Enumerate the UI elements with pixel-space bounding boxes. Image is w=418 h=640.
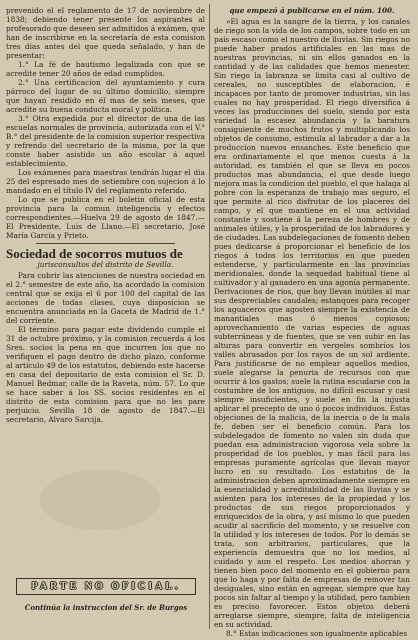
- section-rule: [36, 243, 175, 244]
- paragraph: 8.° Estas indicaciones son igualmente aplicables: [226, 629, 408, 638]
- paragraph: 3.° Otra expedida por el director de una de las escuelas normales de provincia, autorizada con el V.° B.° del presidente de la comision superior respectiva y refrendo del secretario de la misma, por la que conste haber asistido un año escolar á aquel establecimiento.: [6, 114, 205, 168]
- section-subheading: jurisconsultos del distrito de Sevilla.: [37, 260, 174, 269]
- paragraph: Lo que se publica en el boletin oficial de esta provincia para la comun inteligencia y efectos correspondientes.—Huelva 29 de agosto de 1847.—El Presidente, Luis de Llano.—El secretario, José María García y Prieto.: [6, 195, 205, 240]
- left-column: [6, 6, 205, 573]
- paragraph: prevenido el el reglamento de 17 de noviembre de 1838; debiendo tener presente los aspirantes al profesorado que deseen ser admitidos á exámen, que han de inscribirse en la secretaría de esta comision tres dias antes del que queda señalado, y han de presentar:: [6, 6, 205, 60]
- paragraph: Para cubrir las atenciones de nuestra sociedad en el 2.° semestre de este año, ha acordado la comision central que se exija el 6 por 100 del capital de las acciones de todas clases, cuya disposicion se encuentra anunciada en la Gaceta de Madrid de 1.° del corriente.: [6, 271, 205, 325]
- paragraph: 2.° Una certificacion del ayuntamiento y cura párroco del lugar de su último domicilio, siempre que hayan residido en él mas de seis meses, que acredite su buena conducta moral y política.: [6, 78, 205, 114]
- continuation-header: que empezó á publicarse en el núm. 100.: [229, 6, 395, 15]
- column-divider: [209, 4, 210, 629]
- paragraph: »El agua es la sangre de la tierra, y los canales de riego son la vida de los campos, sobre todo en un país escaso como el nuestro de lluvias. Sin riegos no puede haber prados artificiales en las mas de nuestras provincias, ni sin ellos ganados en la cantidad y de las calidades que hemos menester. Sin riego la labranza se limita casi al cultivo de cereales, no susceptibles de elaboracion, é incapaces por tanto de promover industrias, sin las cuales no hay prosperidad. El riego diversifica á veces las producciones del suelo, siendo por esta variedad la escasez abundancia y la baratura consiguiente de muchos frutos y multiplicando los objetos de consumo, estimula al labrador a dar a la produccion nuevos ensanches. Este beneficio que era ordinariamente el que menos cuesta á la autoridad, es también el que se lleva en pocos productos mas abundancia, el que desde luego mejora mas la condicion del pueblo, el que halaga al pobre con la esperanza de trabajo mas seguro, el que permite al rico disfrutar de los placeres del campo, y el que mantiene en el una actividad constante y sostiene á la pereza de hombres y de animales útiles, y la prosperidad de los labradores y de ciudades. Las subdelegaciones de fomento deben pues dedicarse á proporcionar el beneficio de los riegos á todos los territorios en que pueden estenderse, y particularmente en las provincias meridionales, donde la sequedad habitual tiene al cultivador y al ganadero en una agonía permanente. Derivaciones de rios, que hoy llevan inútiles al mar sus despreciables caudales; estanques para recoger los aguaceros que agosten siempre la existencia de manantiales mas ó menos copiosos; aprovechamiento de varias especies de aguas subterráneas y de fuentes, que se ven subir en las alturas para convertir en vergeles sombríos los valles abrasados por los rayos de un sol ardiente. Para justificarse de no emplear aquellos medios, suele alegarse la penuria de recursos con que ocurrir á los gastos; suele la rutina escudarse con la costumbre de los antiguos, no difícil escusar y casi siempre insuficientes, y suele en fin la injusta aplicar el precepto de uno ó pocos individuos. Estas objeciones de la malicia, de la inercia o de la mala fe, deben ser el beneficio común. Para los subdelegados de fomento no valen sin duda que puedan esa administracion vigorosa vela sobre la prosperidad de los pueblos, y mas fácil para las empresas puramente agrícolas que llevan mayor lucro en su resultado. Los estatutos de la administracion deben aproximadamente siempre en la esencialidad y acreditabilidad de las lluvias y se asienten para los intereses de la propiedad y los productos de sus riegos proporcionados y enriquecidos de la obra, y así mismo lo que pueden acudir al sacrificio del momento, y se resuelve con la utilidad y los intereses de todos. Por lo demás se trata, son arbitrarios, particulares, que la experiencia demuestra que no los medios, al cuidado y aun el respeto. Los medios ahorran y tienen bien poco del momento en el gobierno para que lo haga y por falta de empresas de remover tan desiguales, sino están en agregar, siempre que hay pocos sin faltar al tiempo y la utilidad, pero tambien es preciso favorecer. Estos objetos deberá arreglarse siempre, siempre, falta de inteligencia en su actividad.: [214, 17, 410, 629]
- right-column: [214, 6, 410, 638]
- section-heading: Sociedad de socorros mutuos de: [6, 246, 183, 261]
- paragraph: 1.° La fé de bautismo legalizada con que se acredite tener 20 años de edad cumplidos.: [6, 60, 205, 78]
- continuation-line: Continúa la instruccion del Sr. de Burgos: [24, 603, 188, 612]
- paragraph: Los exámenes para maestras tendrán lugar el dia 25 del espresado mes de setiembre con sujecion á lo mandado en el título IV del reglamento referido.: [6, 168, 205, 195]
- paragraph: El término para pagar este dividendo cumple el 31 de octubre próximo, y la comision recuerda á los Sres. socios la pena en que incurren los que no verifiquen el pago dentro de dicho plazo, conforme al artículo 49 de los estatutos, debiendo este hacerse en casa del depositario de esta comision el Sr. D. Manuel Bedmar, calle de la Raveta, núm. 57. Lo que se hace saber á los SS. socios residentes en el distrito de esta comision para que no les pare perjuicio. Sevilla 18 de agosto de 1847.—El secretario, Alvaro Sarcija.: [6, 325, 205, 424]
- official-part-box: [16, 578, 196, 595]
- official-part-label: PARTE NO OFICIAL.: [31, 581, 181, 592]
